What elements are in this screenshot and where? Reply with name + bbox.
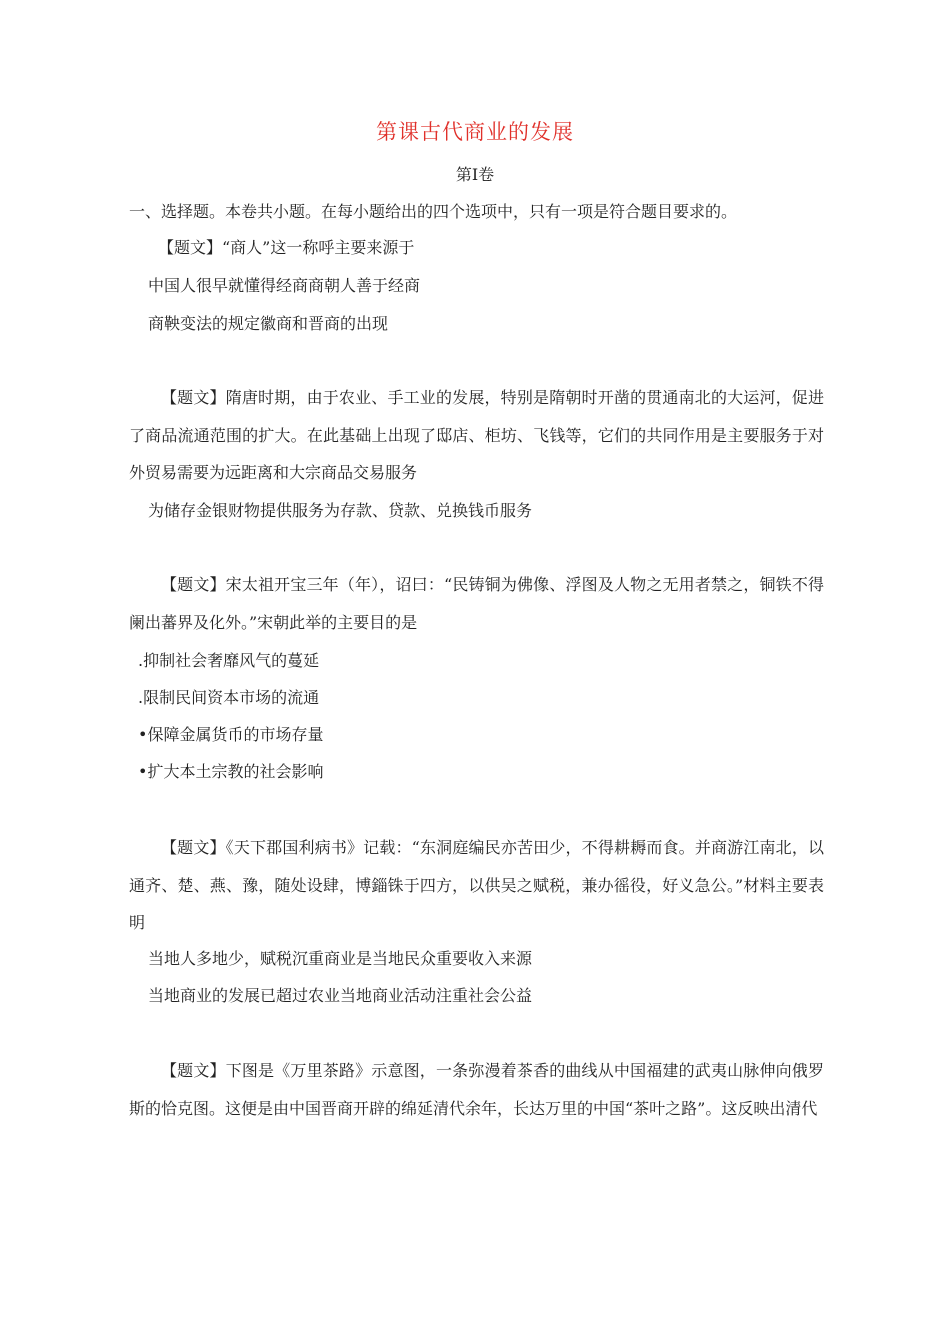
volume-label: 第Ⅰ卷 [455,165,495,184]
question-2-stem: 【题文】隋唐时期，由于农业、手工业的发展，特别是隋朝时开凿的贯通南北的大运河，促进了商品流通范围的扩大。在此基础上出现了邸店、柜坊、飞钱等，它们的共同作用是主要服务于对外贸易需要为远距离和大宗商品交易服务 [129,388,824,482]
question-4-option-1: 当地人多地少，赋税沉重商业是当地民众重要收入来源 [148,949,533,968]
question-3-option-3: •保障金属货币的市场存量 [138,725,324,744]
question-3-option-2: .限制民间资本市场的流通 [138,688,320,707]
question-1-option-2: 商鞅变法的规定徽商和晋商的出现 [148,314,389,333]
question-4-option-2: 当地商业的发展已超过农业当地商业活动注重社会公益 [148,986,533,1005]
question-5-stem: 【题文】下图是《万里茶路》示意图，一条弥漫着茶香的曲线从中国福建的武夷山脉伸向俄罗斯的恰克图。这便是由中国晋商开辟的绵延清代余年，长达万里的中国“茶叶之路”。这反映出清代 [129,1061,824,1118]
question-3-option-1: .抑制社会奢靡风气的蔓延 [138,651,320,670]
question-4-stem: 【题文】《天下郡国利病书》记载：“东洞庭编民亦苦田少，不得耕耨而食。并商游江南北，以通齐、楚、燕、豫，随处设肆，博錙铢于四方，以供吴之赋税，兼办徭役，好义急公。”材料主要表明 [129,838,824,932]
question-2-option-1: 为储存金银财物提供服务为存款、贷款、兑换钱币服务 [148,501,533,520]
section-instructions: 一、选择题。本卷共小题。在每小题给出的四个选项中，只有一项是符合题目要求的。 [129,202,738,221]
question-1-option-1: 中国人很早就懂得经商商朝人善于经商 [148,276,421,295]
question-3-option-4: •扩大本土宗教的社会影响 [138,762,324,781]
page-title: 第课古代商业的发展 [376,120,574,144]
question-3-stem: 【题文】宋太祖开宝三年（年），诏曰：“民铸铜为佛像、浮图及人物之无用者禁之，铜铁不得阑出蕃界及化外。”宋朝此举的主要目的是 [129,575,824,632]
question-1-stem: 【题文】“商人”这一称呼主要来源于 [158,238,415,257]
